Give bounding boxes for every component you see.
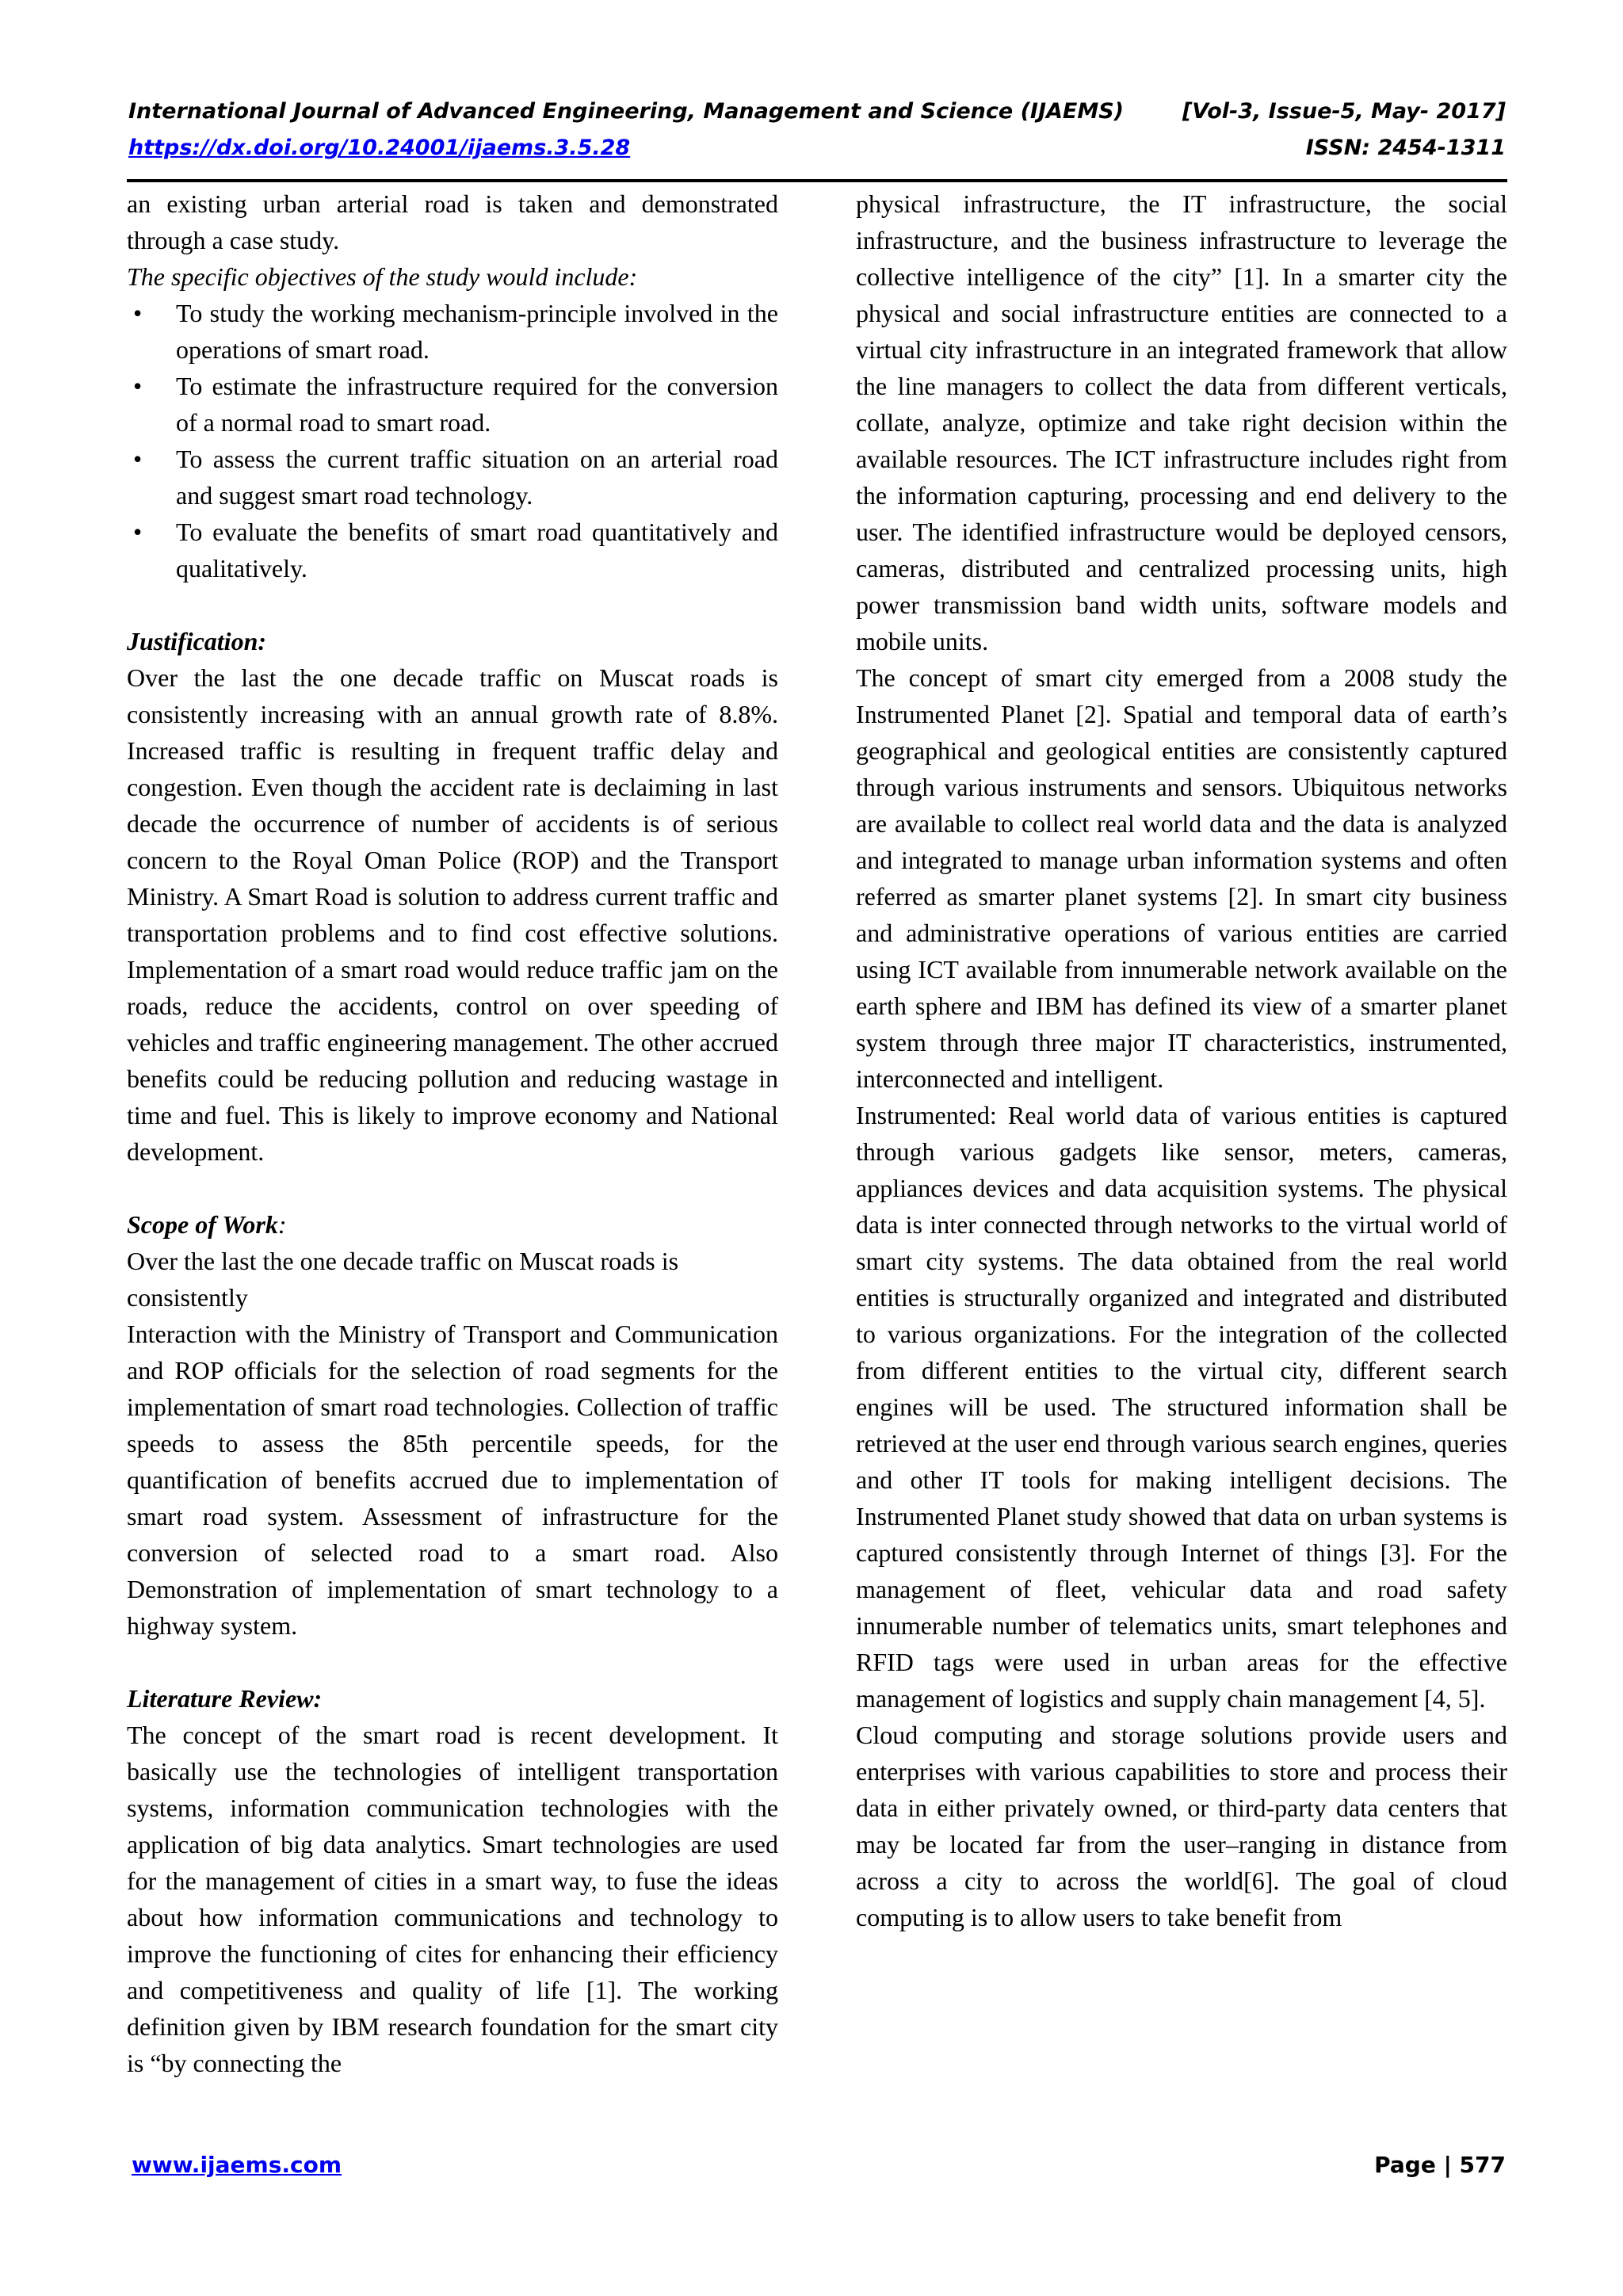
objectives-intro: The specific objectives of the study would include: bbox=[127, 262, 638, 291]
journal-title: International Journal of Advanced Engineering, Management and Science (IJAEMS) bbox=[128, 99, 1125, 124]
literature-paragraph: The concept of the smart road is recent development. It basically use the technologies of intelligent transportation systems, information communication technologies with the application of big data analytics. Smart technologies are used for the management of cities in a smart way, to fuse the ideas about how information communications and technology to improve the functioning of cites for enhancing their efficiency and competitiveness and quality of life [1]. The working definition given by IBM research foundation for the smart city is “by connecting the bbox=[127, 1721, 778, 2077]
paragraph: Instrumented: Real world data of various entities is captured through various gadgets like sensor, meters, cameras, appliances devices and data acquisition systems. The physical data is inter connected through networks to the virtual world of smart city systems. The data obtained from the real world entities is structurally organized and integrated and distributed to various organizations. For the integration of the collected from different entities to the virtual city, different search engines will be used. The structured information shall be retrieved at the user end through various search engines, queries and other IT tools for making intelligent decisions. The Instrumented Planet study showed that data on urban systems is captured consistently through Internet of things [3]. For the management of fleet, vehicular data and road safety innumerable number of telematics units, smart telephones and RFID tags were used in urban areas for the effective management of logistics and supply chain management [4, 5]. bbox=[856, 1101, 1507, 1713]
paragraph: physical infrastructure, the IT infrastructure, the social infrastructure, and the business infrastructure to leverage the collective intelligence of the city” [1]. In a smarter city the physical and social infrastructure entities are connected to a virtual city infrastructure in an integrated framework that allow the line managers to collect the data from different verticals, collate, analyze, optimize and take right decision within the available resources. The ICT infrastructure includes right from the information capturing, processing and end delivery to the user. The identified infrastructure would be deployed censors, cameras, distributed and centralized processing units, high power transmission band width units, software models and mobile units. bbox=[856, 189, 1507, 655]
objectives-list bbox=[127, 295, 778, 586]
spacer bbox=[127, 586, 778, 623]
issn: ISSN: 2454-1311 bbox=[1305, 136, 1506, 160]
list-item: • To estimate the infrastructure required for the conversion of a normal road to smart road. bbox=[127, 368, 778, 441]
page-footer bbox=[132, 2149, 1506, 2181]
spacer bbox=[127, 1644, 778, 1680]
scope-heading-line bbox=[127, 1206, 778, 1243]
list-item: • To evaluate the benefits of smart road quantitatively and qualitatively. bbox=[127, 514, 778, 586]
paragraph: Cloud computing and storage solutions provide users and enterprises with various capabilities to store and process their data in either privately owned, or third-party data centers that may be located far from the user–ranging in distance from across a city to across the world[6]. The goal of cloud computing is to allow users to take benefit from bbox=[856, 1721, 1507, 1931]
scope-paragraph-1: Over the last the one decade traffic on Muscat roads is consistently bbox=[127, 1247, 679, 1312]
list-item: • To study the working mechanism-principle involved in the operations of smart road. bbox=[127, 295, 778, 368]
doi-link[interactable]: https://dx.doi.org/10.24001/ijaems.3.5.28 bbox=[128, 136, 631, 160]
intro-paragraph: an existing urban arterial road is taken and demonstrated through a case study. bbox=[127, 189, 778, 254]
justification-heading: Justification: bbox=[127, 627, 267, 655]
page-header bbox=[128, 94, 1506, 166]
scope-paragraph-2: Interaction with the Ministry of Transport and Communication and ROP officials for the selection of road segments for the implementation of smart road technologies. Collection of traffic speeds to assess the 85th percentile speeds, for the quantification of benefits accrued due to implementation of smart road system. Assessment of infrastructure for the conversion of selected road to a smart road. Also Demonstration of implementation of smart technology to a highway system. bbox=[127, 1320, 778, 1640]
list-item: • To assess the current traffic situation on an arterial road and suggest smart road technology. bbox=[127, 441, 778, 514]
spacer bbox=[127, 1170, 778, 1206]
literature-heading: Literature Review: bbox=[127, 1684, 323, 1713]
volume-info: [Vol-3, Issue-5, May- 2017] bbox=[1182, 99, 1506, 124]
page-number: Page | 577 bbox=[1374, 2152, 1506, 2178]
paragraph: The concept of smart city emerged from a 2008 study the Instrumented Planet [2]. Spatial and temporal data of earth’s geographical and geological entities are consistently captured through various instruments and sensors. Ubiquitous networks are available to collect real world data and the data is analyzed and integrated to manage urban information systems and often referred as smarter planet systems [2]. In smart city business and administrative operations of various entities are carried using ICT available from innumerable network available on the earth sphere and IBM has defined its view of a smarter planet system through three major IT characteristics, instrumented, interconnected and intelligent. bbox=[856, 663, 1507, 1093]
header-rule bbox=[127, 179, 1507, 182]
left-column bbox=[127, 185, 778, 2081]
justification-paragraph: Over the last the one decade traffic on Muscat roads is consistently increasing with an annual growth rate of 8.8%. Increased traffic is resulting in frequent traffic delay and congestion. Even though the accident rate is declaiming in last decade the occurrence of number of accidents is of serious concern to the Royal Oman Police (ROP) and the Transport Ministry. A Smart Road is solution to address current traffic and transportation problems and to find cost effective solutions. Implementation of a smart road would reduce traffic jam on the roads, reduce the accidents, control on over speeding of vehicles and traffic engineering management. The other accrued benefits could be reducing pollution and reducing wastage in time and fuel. This is likely to improve economy and National development. bbox=[127, 663, 778, 1166]
right-column bbox=[856, 185, 1507, 1935]
scope-heading-colon: : bbox=[277, 1210, 287, 1239]
scope-heading: Scope of Work bbox=[127, 1210, 278, 1239]
website-link[interactable]: www.ijaems.com bbox=[132, 2152, 342, 2178]
